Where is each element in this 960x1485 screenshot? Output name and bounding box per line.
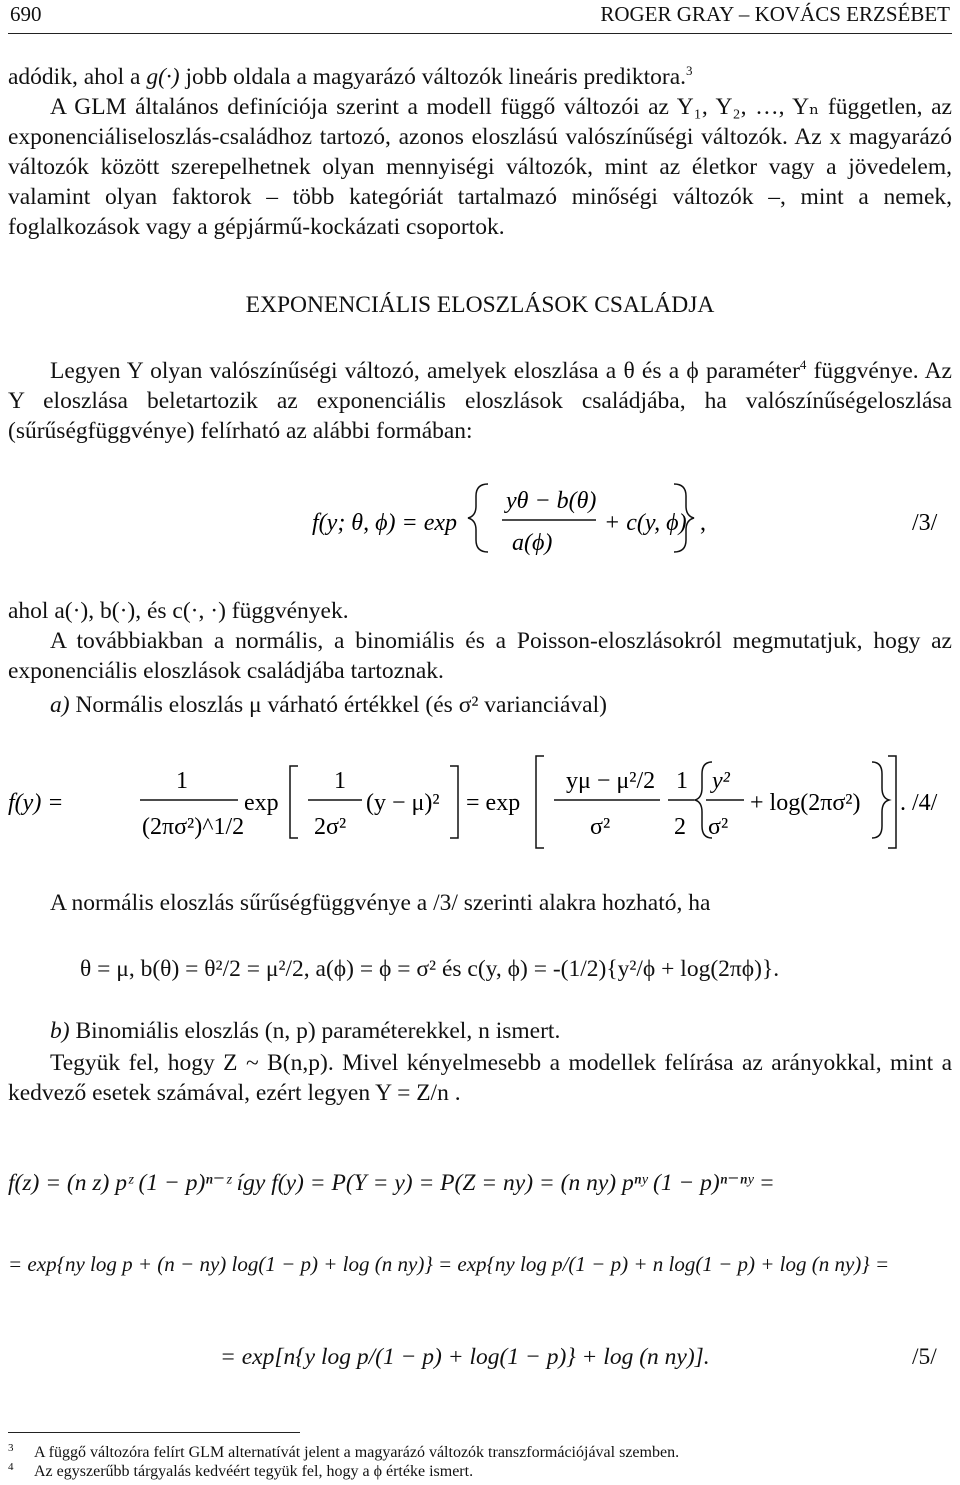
running-title: ROGER GRAY – KOVÁCS ERZSÉBET <box>600 2 950 26</box>
eq4-bracket-open-2 <box>536 756 544 848</box>
eq4-eq: = exp <box>466 790 521 816</box>
eq3-label: /3/ <box>912 510 938 536</box>
eq4-frac2-num: 1 <box>334 768 346 794</box>
para1-gfun: g(·) <box>146 64 180 90</box>
footnote-4 <box>8 1461 474 1482</box>
footnote-3-num: 3 <box>8 1442 14 1454</box>
equation-5-label: /5/ <box>912 1344 937 1370</box>
eq4-frac5-den: σ² <box>708 814 729 840</box>
para1-text-a: adódik, ahol a <box>8 64 147 90</box>
equation-5: θ = μ, b(θ) = θ²/2 = μ²/2, a(ϕ) = ϕ = σ² és c(y, ϕ) = -(1/2){y²/ϕ + log(2πϕ)}. <box>80 956 780 982</box>
footnote-rule <box>8 1432 300 1433</box>
equation-5-line-2: = exp{ny log p + (n − ny) log(1 − p) + log (n ny)} = exp{ny log p/(1 − p) + n log(1 − p) + log (n ny)} = <box>8 1252 890 1276</box>
eq3-comma: , <box>700 510 706 536</box>
eq4-frac1-den: (2πσ²)^1/2 <box>142 814 245 840</box>
eq4-bracket-close-2 <box>888 756 896 848</box>
page-number: 690 <box>10 2 42 26</box>
eq4-bracket-close-1 <box>450 766 458 838</box>
eq3-tail: + c(y, ϕ) <box>604 510 687 536</box>
para3-text-b: függvénye. Az Y eloszlása beletartozik az exponenciális eloszlások családjába, ha valószínűségeloszlása (sűrűségfüggvénye) felírható az alábbi formában: <box>8 358 952 444</box>
paragraph-7: A normális eloszlás sűrűségfüggvénye a /3/ szerinti alakra hozható, ha <box>50 890 711 916</box>
para3-text-a: Legyen Y olyan valószínűségi változó, amelyek eloszlása a θ és a ϕ paraméter <box>50 358 800 384</box>
eq3-den: a(ϕ) <box>512 530 553 556</box>
para8-label: b) <box>50 1018 70 1044</box>
eq3-num: yθ − b(θ) <box>506 488 597 514</box>
paragraph-2: A GLM általános definíciója szerint a modell függő változói az Y₁, Y₂, …, Yₙ független, az exponenciáliseloszlás-családhoz tartozó, azonos eloszlású valószínűségi változók. Az x magyarázó változók között szerepelhetnek olyan mennyiségi változók, mint az életkor vagy a jövedelem, valamint olyan faktorok – több kategóriát tartalmazó minőségi változók –, mint a nemek, foglalkozások vagy a gépjármű-kockázati csoportok. <box>8 94 952 240</box>
eq4-exp1: exp <box>244 790 279 816</box>
equation-4 <box>0 748 960 858</box>
footnote-3 <box>8 1442 680 1463</box>
eq4-frac3-den: σ² <box>590 814 611 840</box>
eq4-frac4-num: 1 <box>676 768 688 794</box>
eq4-label: . /4/ <box>900 790 938 816</box>
equation-5-line-1: f(z) = (n z) pᶻ (1 − p)ⁿ⁻ᶻ így f(y) = P(Y = y) = P(Z = ny) = (n ny) pⁿʸ (1 − p)ⁿ⁻ⁿʸ = <box>8 1170 775 1196</box>
para8-text: Binomiális eloszlás (n, p) paraméterekkel, n ismert. <box>69 1018 561 1044</box>
paragraph-3 <box>8 356 952 446</box>
eq3-left-brace <box>468 484 488 552</box>
section-heading: EXPONENCIÁLIS ELOSZLÁSOK CSALÁDJA <box>245 292 715 318</box>
footnote-ref-4: 4 <box>799 357 807 372</box>
eq4-log: + log(2πσ²) <box>750 790 861 816</box>
para6-text: Normális eloszlás μ várható értékkel (és σ² varianciával) <box>69 692 607 718</box>
eq4-bracket-open-1 <box>290 766 298 838</box>
eq4-frac2-den: 2σ² <box>314 814 347 840</box>
paragraph-5: A továbbiakban a normális, a binomiális és a Poisson-eloszlásokról megmutatjuk, hogy az exponenciális eloszlások családjába tartoznak. <box>8 628 952 684</box>
eq4-frac3-num: yμ − μ²/2 <box>566 768 656 794</box>
footnote-4-text: Az egyszerűbb tárgyalás kedvéért tegyük fel, hogy a ϕ értéke ismert. <box>34 1463 474 1480</box>
paragraph-6 <box>8 690 952 720</box>
footnote-ref-3: 3 <box>686 63 693 78</box>
eq4-frac4-den: 2 <box>674 814 686 840</box>
eq4-lhs: f(y) = <box>8 790 64 816</box>
para6-label: a) <box>50 692 70 718</box>
paragraph-9: Tegyük fel, hogy Z ~ B(n,p). Mivel kényelmesebb a modellek felírása az arányokkal, mint a kedvező esetek számával, ezért legyen Y = Z/n . <box>8 1050 952 1106</box>
eq4-frac5-num: y² <box>712 768 730 794</box>
equation-5-line-3: = exp[n{y log p/(1 − p) + log(1 − p)} + log (n ny)]. <box>220 1344 710 1370</box>
eq4-frac1-num: 1 <box>176 768 188 794</box>
footnote-4-num: 4 <box>8 1461 14 1473</box>
equation-3 <box>0 470 960 570</box>
paragraph-8 <box>8 1016 952 1046</box>
para1-text-b: jobb oldala a magyarázó változók lineáris prediktora. <box>179 64 687 90</box>
paragraph-1 <box>8 62 952 92</box>
eq4-brace-close <box>872 762 889 838</box>
paragraph-4: ahol a(·), b(·), és c(·, ·) függvények. <box>8 598 349 624</box>
footnote-3-text: A függő változóra felírt GLM alternatívát jelent a magyarázó változók transzformációjával szemben. <box>34 1444 680 1461</box>
eq4-sq: (y − μ)² <box>366 790 440 816</box>
page-header <box>8 0 952 30</box>
eq3-lhs: f(y; θ, ϕ) = exp <box>312 510 458 536</box>
header-rule <box>8 33 952 34</box>
